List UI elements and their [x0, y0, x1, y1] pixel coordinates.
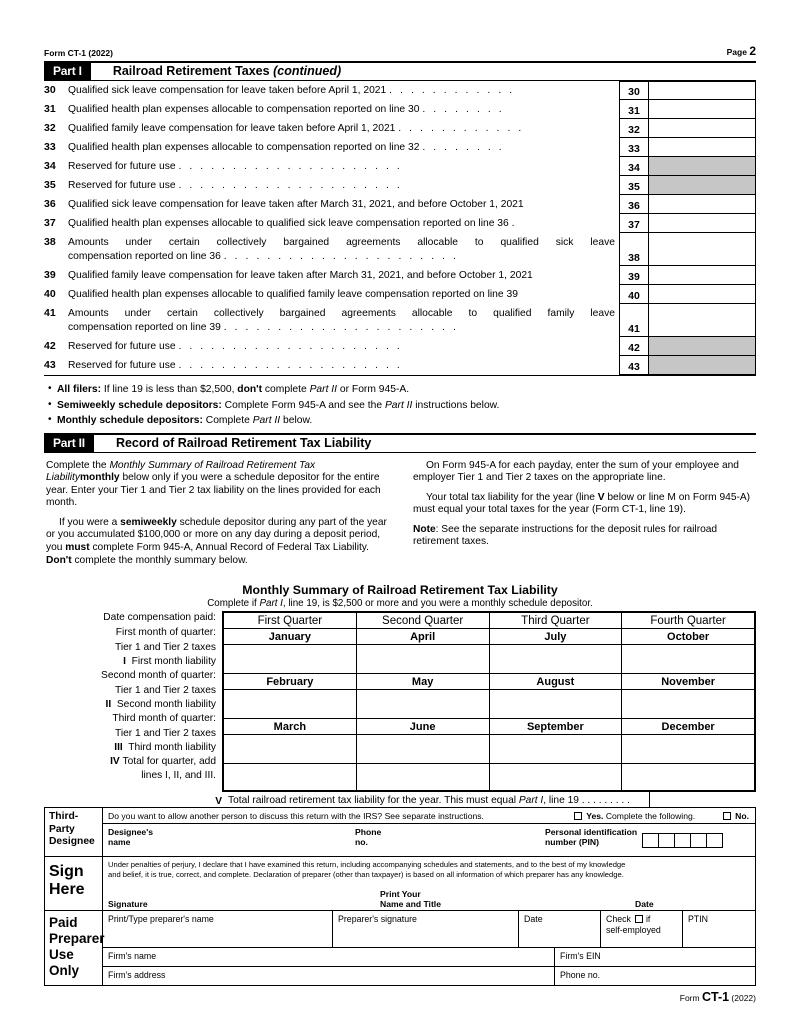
- quarter-total-cell[interactable]: [622, 764, 755, 791]
- firm-name-field[interactable]: Firm's name: [103, 948, 555, 966]
- label-total-quarter: IV Total for quarter, add: [110, 756, 216, 768]
- line-description: Amounts under certain collectively bargained agreements allocable to qualified sick leave compensation reported on line 36 . . . . . . . . . . . . . . . . . . . . . .: [68, 237, 615, 262]
- line-number: 43: [44, 359, 56, 371]
- firm-address-field[interactable]: Firm's address: [103, 967, 555, 985]
- month-header-cell: December: [622, 719, 755, 735]
- line-amount-box[interactable]: [649, 81, 756, 100]
- month-header-cell: July: [489, 629, 622, 645]
- line-amount-box-reserved: [649, 157, 756, 176]
- third-party-no-option[interactable]: No.: [723, 811, 749, 821]
- line-v-text: Total railroad retirement tax liability for the year. This must equal Part I, line 19 . . . . . . . . .: [228, 795, 630, 807]
- monthly-summary-area: [44, 611, 756, 792]
- page-footer: Form CT-1 (2022): [679, 990, 756, 1005]
- instruction-paragraph: Complete the Monthly Summary of Railroad Retirement Tax Liabilitymonthly below only if you were a schedule depositor for the entire year. Enter your Tier 1 and Tier 2 tax liability on the lines provided for each month.: [46, 459, 381, 509]
- part-1-line-row: [44, 119, 756, 138]
- pin-digit-box[interactable]: [642, 833, 659, 848]
- designee-phone-field[interactable]: Phone no.: [355, 827, 382, 848]
- line-number: 32: [44, 122, 56, 134]
- line-description: Qualified sick leave compensation for leave taken before April 1, 2021 . . . . . . . . . . . .: [68, 85, 515, 96]
- monthly-summary-row: [224, 764, 755, 791]
- monthly-summary-row: [224, 674, 755, 690]
- instruction-paragraph: On Form 945-A for each payday, enter the sum of your employee and employer Tier 1 and Tier 2 taxes on the appropriate line.: [413, 459, 739, 484]
- part-1-line-row: [44, 285, 756, 304]
- part-1-line-list: [44, 81, 756, 376]
- month-header-cell: June: [356, 719, 489, 735]
- line-amount-box[interactable]: [649, 266, 756, 285]
- line-description: Qualified sick leave compensation for leave taken after March 31, 2021, and before October 1, 2021: [68, 199, 524, 210]
- month-header-cell: October: [622, 629, 755, 645]
- preparer-row-3: [103, 967, 755, 985]
- line-number: 33: [44, 141, 56, 153]
- month-header-cell: February: [224, 674, 357, 690]
- monthly-summary-title: Monthly Summary of Railroad Retirement Tax Liability: [242, 583, 558, 598]
- monthly-summary-row: [224, 613, 755, 629]
- label-date-paid: Date compensation paid:: [103, 612, 216, 624]
- line-v-row: [44, 792, 756, 808]
- line-number: 34: [44, 160, 56, 172]
- preparer-row-2: [103, 948, 755, 967]
- tax-entry-cell[interactable]: [489, 645, 622, 674]
- tax-entry-cell[interactable]: [356, 690, 489, 719]
- line-description: Qualified health plan expenses allocable to compensation reported on line 32 . . . . . . . .: [68, 142, 505, 153]
- line-amount-box[interactable]: [649, 119, 756, 138]
- instruction-paragraph: If you were a semiweekly schedule depositor during any part of the year or you accumulated $100,000 or more on any day during a deposit period, you must complete Form 945-A, Annual Record of Federal Tax Liability. Don't complete the monthly summary below.: [46, 516, 387, 566]
- quarter-total-cell[interactable]: [356, 764, 489, 791]
- line-description: Reserved for future use . . . . . . . . . . . . . . . . . . . . .: [68, 360, 403, 371]
- tax-entry-cell[interactable]: [356, 735, 489, 764]
- line-number-box: 34: [619, 157, 649, 176]
- line-number-box: 30: [619, 81, 649, 100]
- pin-digit-box[interactable]: [690, 833, 707, 848]
- line-description: Qualified health plan expenses allocable to qualified family leave compensation reported on line 39: [68, 289, 518, 300]
- label-tier-taxes-2: Tier 1 and Tier 2 taxes: [115, 685, 216, 697]
- designee-pin-field[interactable]: Personal identification number (PIN): [540, 824, 755, 856]
- label-first-month: First month of quarter:: [115, 627, 216, 639]
- line-amount-box-reserved: [649, 356, 756, 375]
- monthly-summary-row: [224, 629, 755, 645]
- label-second-month: Second month of quarter:: [101, 670, 216, 682]
- sign-here-section: [45, 857, 755, 911]
- part-1-title: Railroad Retirement Taxes (continued): [112, 64, 342, 78]
- line-description: Qualified family leave compensation for leave taken before April 1, 2021 . . . . . . . . . . . .: [68, 123, 524, 134]
- preparer-row-1: [103, 911, 755, 948]
- tax-entry-cell[interactable]: [622, 645, 755, 674]
- part-1-line-row: [44, 337, 756, 356]
- line-v-roman: V: [215, 796, 222, 808]
- label-second-liability: II Second month liability: [105, 699, 216, 711]
- part-2-instructions: [44, 453, 756, 581]
- print-name-title-field[interactable]: Print Your Name and Title: [380, 889, 441, 909]
- line-number: 37: [44, 217, 56, 229]
- pin-digit-box[interactable]: [674, 833, 691, 848]
- line-description: Amounts under certain collectively bargained agreements allocable to qualified family leave compensation reported on line 39 . . . . . . . . . . . . . . . . . . . . . .: [68, 308, 615, 333]
- label-tier-taxes-3: Tier 1 and Tier 2 taxes: [115, 728, 216, 740]
- label-tier-taxes-1: Tier 1 and Tier 2 taxes: [115, 642, 216, 654]
- monthly-summary-row: [224, 735, 755, 764]
- part-1-line-row: [44, 157, 756, 176]
- pin-digit-box[interactable]: [706, 833, 723, 848]
- line-number: 30: [44, 84, 56, 96]
- preparer-phone-field[interactable]: Phone no.: [560, 970, 601, 981]
- month-header-cell: April: [356, 629, 489, 645]
- signature-field[interactable]: Signature: [108, 898, 148, 909]
- part-1-line-row: [44, 138, 756, 157]
- page-header: [44, 44, 756, 61]
- ptin-field[interactable]: PTIN: [688, 914, 709, 925]
- line-description: Qualified family leave compensation for leave taken after March 31, 2021, and before October 1, 2021: [68, 270, 533, 281]
- line-number-box: 42: [619, 337, 649, 356]
- tax-entry-cell[interactable]: [224, 735, 357, 764]
- line-number-box: 35: [619, 176, 649, 195]
- filer-instruction-bullet: • Semiweekly schedule depositors: Complete Form 945-A and see the Part II instructions below.: [48, 398, 756, 414]
- month-header-cell: August: [489, 674, 622, 690]
- line-amount-box[interactable]: [649, 233, 756, 266]
- preparer-name-field[interactable]: Print/Type preparer's name: [103, 911, 333, 947]
- monthly-summary-row: [224, 690, 755, 719]
- third-party-side-label: Third- Party Designee: [45, 808, 103, 856]
- third-party-body: [103, 808, 755, 856]
- instruction-paragraph: Note: See the separate instructions for the deposit rules for railroad retirement taxes.: [413, 523, 718, 548]
- line-amount-box[interactable]: [649, 214, 756, 233]
- tax-entry-cell[interactable]: [489, 690, 622, 719]
- line-number-box: 43: [619, 356, 649, 375]
- tax-entry-cell[interactable]: [356, 645, 489, 674]
- line-number: 40: [44, 288, 56, 300]
- quarter-header-cell: First Quarter: [224, 613, 357, 629]
- signature-block: [44, 808, 756, 986]
- part-1-banner: [44, 61, 756, 81]
- line-number-box: 41: [619, 304, 649, 337]
- third-party-yes-option[interactable]: Yes. Complete the following.: [574, 811, 695, 821]
- line-amount-box[interactable]: [649, 285, 756, 304]
- preparer-date-field[interactable]: Date: [519, 911, 601, 947]
- month-header-cell: September: [489, 719, 622, 735]
- self-employed-check-row: Check if: [606, 914, 651, 925]
- line-number-box: 31: [619, 100, 649, 119]
- filer-instruction-bullet: • All filers: If line 19 is less than $2,500, don't complete Part II or Form 945-A.: [48, 382, 756, 398]
- paid-preparer-body: [103, 911, 755, 985]
- tax-entry-cell[interactable]: [224, 690, 357, 719]
- tax-entry-cell[interactable]: [622, 690, 755, 719]
- tax-entry-cell[interactable]: [622, 735, 755, 764]
- pin-box-group[interactable]: [643, 833, 723, 848]
- preparer-signature-field[interactable]: Preparer's signature: [333, 911, 519, 947]
- perjury-statement: Under penalties of perjury, I declare that I have examined this return, including accompanying schedules and statements, and to the best of my knowledge and belief, it is true, correct, and complete. Declaration of preparer (other than taxpayer) is based on all information of which preparer has any knowledge.: [108, 860, 626, 880]
- monthly-summary-row: [224, 719, 755, 735]
- monthly-summary-table-wrap: [222, 611, 756, 792]
- part-1-tag: Part I: [44, 63, 91, 80]
- third-party-designee-section: [45, 808, 755, 857]
- line-number-box: 39: [619, 266, 649, 285]
- line-description: Qualified health plan expenses allocable to compensation reported on line 30 . . . . . . . .: [68, 104, 505, 115]
- line-number: 41: [44, 307, 56, 319]
- monthly-summary-row: [224, 645, 755, 674]
- line-number-box: 32: [619, 119, 649, 138]
- form-sheet: [44, 44, 756, 1004]
- line-amount-box-reserved: [649, 337, 756, 356]
- line-amount-box[interactable]: [649, 304, 756, 337]
- part-1-line-row: [44, 304, 756, 337]
- checkbox-icon-self-employed[interactable]: [635, 915, 643, 923]
- quarter-total-cell[interactable]: [489, 764, 622, 791]
- line-v-amount-box[interactable]: [649, 792, 756, 807]
- sign-here-side-label: Sign Here: [45, 857, 103, 910]
- part-1-line-row: [44, 176, 756, 195]
- part-2-left-column: [46, 460, 387, 575]
- line-number: 42: [44, 340, 56, 352]
- instruction-paragraph: Your total tax liability for the year (line V below or line M on Form 945-A) must equal your total taxes for the year (Form CT-1, line 19).: [413, 491, 751, 516]
- line-number-box: 37: [619, 214, 649, 233]
- label-first-liability: I First month liability: [123, 656, 216, 668]
- month-header-cell: March: [224, 719, 357, 735]
- quarter-header-cell: Second Quarter: [356, 613, 489, 629]
- tax-entry-cell[interactable]: [489, 735, 622, 764]
- part-1-line-row: [44, 356, 756, 375]
- pin-digit-box[interactable]: [658, 833, 675, 848]
- checkbox-icon-yes[interactable]: [574, 812, 582, 820]
- line-number-box: 36: [619, 195, 649, 214]
- line-number: 38: [44, 236, 56, 248]
- tax-entry-cell[interactable]: [224, 645, 357, 674]
- paid-preparer-section: [45, 911, 755, 985]
- signature-line-row: [103, 880, 755, 910]
- line-number: 31: [44, 103, 56, 115]
- monthly-summary-row-labels: [44, 611, 222, 792]
- filer-instruction-bullet: • Monthly schedule depositors: Complete Part II below.: [48, 413, 756, 429]
- line-number-box: 40: [619, 285, 649, 304]
- line-number: 35: [44, 179, 56, 191]
- page-number-label: Page 2: [726, 44, 756, 58]
- label-third-liability: III Third month liability: [114, 742, 216, 754]
- line-number: 36: [44, 198, 56, 210]
- checkbox-icon-no[interactable]: [723, 812, 731, 820]
- line-number-box: 33: [619, 138, 649, 157]
- quarter-total-cell[interactable]: [224, 764, 357, 791]
- paid-preparer-side-label: Paid Preparer Use Only: [45, 911, 103, 985]
- monthly-summary-subtitle: Complete if Part I, line 19, is $2,500 or more and you were a monthly schedule depositor.: [207, 598, 593, 610]
- month-header-cell: January: [224, 629, 357, 645]
- third-party-question: Do you want to allow another person to discuss this return with the IRS? See separate instructions.: [108, 810, 484, 821]
- sign-date-field[interactable]: Date: [635, 898, 654, 909]
- line-amount-box[interactable]: [649, 195, 756, 214]
- part-2-tag: Part II: [44, 435, 94, 452]
- line-amount-box-reserved: [649, 176, 756, 195]
- part-1-line-row: [44, 266, 756, 285]
- part-2-banner: [44, 433, 756, 453]
- part-1-line-row: [44, 81, 756, 100]
- monthly-summary-table[interactable]: [223, 612, 755, 791]
- filer-instructions-list: [44, 376, 756, 433]
- part-2-title: Record of Railroad Retirement Tax Liability: [115, 435, 372, 450]
- part-1-line-row: [44, 233, 756, 266]
- line-description: Reserved for future use . . . . . . . . . . . . . . . . . . . . .: [68, 180, 403, 191]
- self-employed-check-field[interactable]: Check if self-employed: [601, 911, 683, 947]
- line-description: Reserved for future use . . . . . . . . . . . . . . . . . . . . .: [68, 161, 403, 172]
- form-id-label: Form CT-1 (2022): [44, 48, 113, 58]
- quarter-header-cell: Third Quarter: [489, 613, 622, 629]
- line-amount-box[interactable]: [649, 138, 756, 157]
- part-1-line-row: [44, 195, 756, 214]
- line-description: Qualified health plan expenses allocable to qualified sick leave compensation reported on line 36 .: [68, 218, 515, 229]
- line-number: 39: [44, 269, 56, 281]
- part-1-line-row: [44, 100, 756, 119]
- sign-here-body: [103, 857, 755, 910]
- designee-name-field[interactable]: Designee's name: [108, 827, 154, 848]
- line-amount-box[interactable]: [649, 100, 756, 119]
- label-third-month: Third month of quarter:: [112, 713, 216, 725]
- third-party-fields-row: [103, 824, 755, 856]
- part-2-right-column: [413, 460, 754, 575]
- line-number-box: 38: [619, 233, 649, 266]
- firm-ein-field[interactable]: Firm's EIN: [560, 951, 601, 962]
- label-total-quarter-2: lines I, II, and III.: [141, 770, 216, 782]
- month-header-cell: November: [622, 674, 755, 690]
- quarter-header-cell: Fourth Quarter: [622, 613, 755, 629]
- third-party-question-row: [103, 808, 755, 824]
- line-description: Reserved for future use . . . . . . . . . . . . . . . . . . . . .: [68, 341, 403, 352]
- month-header-cell: May: [356, 674, 489, 690]
- part-1-line-row: [44, 214, 756, 233]
